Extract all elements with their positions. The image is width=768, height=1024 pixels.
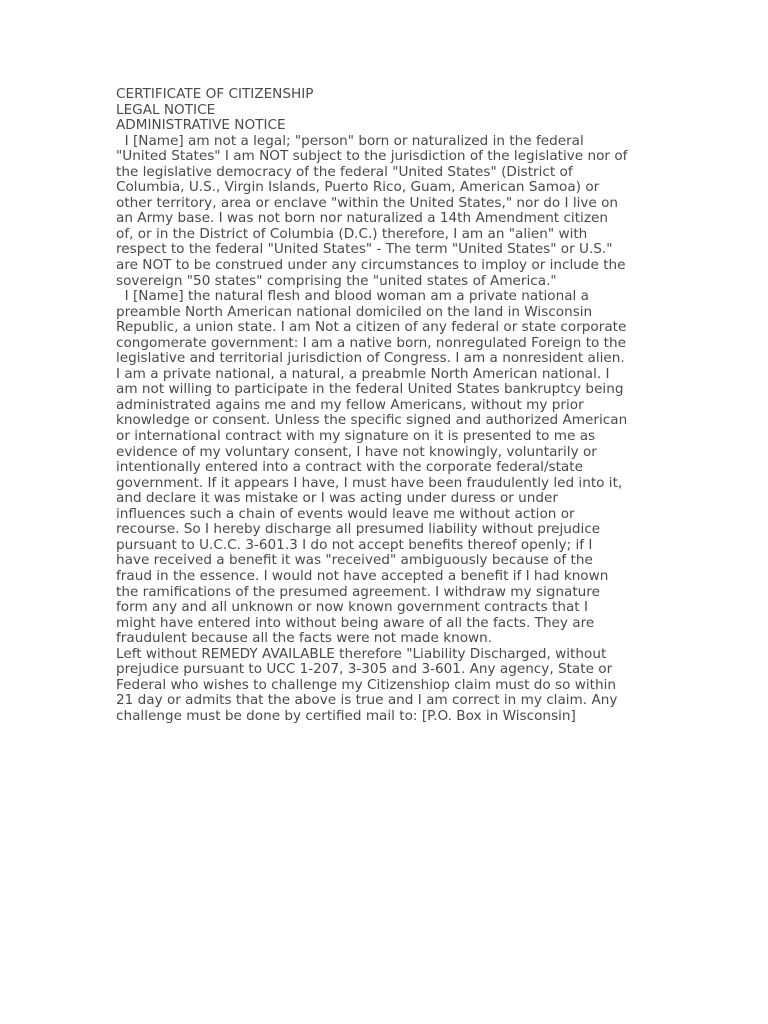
administrative-notice-heading: ADMINISTRATIVE NOTICE [116,117,286,134]
body-text-line: an Army base. I was not born nor naturalized a 14th Amendment citizen [116,210,608,227]
body-text-line: or international contract with my signature on it is presented to me as [116,428,596,445]
body-text-line: prejudice pursuant to UCC 1-207, 3-305 and 3-601. Any agency, State or [116,661,613,678]
body-text-line: intentionally entered into a contract with the corporate federal/state [116,459,583,476]
body-text-line: have received a benefit it was "received" ambiguously because of the [116,552,593,569]
body-text-line: form any and all unknown or now known government contracts that I [116,599,588,616]
body-text-line: I [Name] am not a legal; "person" born or naturalized in the federal [116,132,584,149]
body-text-line: preamble North American national domiciled on the land in Wisconsin [116,303,593,320]
body-text-line: the legislative democracy of the federal "United States" (District of [116,163,573,180]
body-text-line: challenge must be done by certified mail to: [P.O. Box in Wisconsin] [116,707,576,724]
body-text-line: fraudulent because all the facts were not made known. [116,630,493,647]
body-text-line: Republic, a union state. I am Not a citizen of any federal or state corporate [116,319,627,336]
body-text-line: 21 day or admits that the above is true and I am correct in my claim. Any [116,692,618,709]
body-text-line: administrated agains me and my fellow Americans, without my prior [116,396,584,413]
body-text-line: Columbia, U.S., Virgin Islands, Puerto Rico, Guam, American Samoa) or [116,179,600,196]
body-text-line: and declare it was mistake or I was acting under duress or under [116,490,558,507]
body-text-line: respect to the federal "United States" - The term "United States" or U.S." [116,241,613,258]
body-text-line: I am a private national, a natural, a preabmle North American national. I [116,365,610,382]
body-text-line: knowledge or consent. Unless the specific signed and authorized American [116,412,628,429]
body-text-line: Federal who wishes to challenge my Citizenshiop claim must do so within [116,676,616,693]
body-text-line: fraud in the essence. I would not have accepted a benefit if I had known [116,567,609,584]
body-text-line: Left without REMEDY AVAILABLE therefore "Liability Discharged, without [116,645,607,662]
document-page [116,87,656,724]
body-text-line: "United States" I am NOT subject to the jurisdiction of the legislative nor of [116,148,628,165]
legal-notice-heading: LEGAL NOTICE [116,101,216,118]
body-text-line: influences such a chain of events would leave me without action or [116,505,575,522]
body-text-line: are NOT to be construed under any circumstances to imploy or include the [116,257,626,274]
body-text-line: I [Name] the natural flesh and blood woman am a private national a [116,288,589,305]
body-text-line: congomerate government: I am a native born, nonregulated Foreign to the [116,334,626,351]
body-text-line: the ramifications of the presumed agreement. I withdraw my signature [116,583,600,600]
body-text-line: of, or in the District of Columbia (D.C.) therefore, I am an "alien" with [116,225,588,242]
body-text-line: government. If it appears I have, I must have been fraudulently led into it, [116,474,623,491]
body-text-line: other territory, area or enclave "within the United States," nor do I live on [116,194,619,211]
body-text-line: pursuant to U.C.C. 3-601.3 I do not accept benefits thereof openly; if I [116,536,593,553]
body-text-line: am not willing to participate in the federal United States bankruptcy being [116,381,624,398]
body-text-line: sovereign "50 states" comprising the "united states of America." [116,272,557,289]
document-title: CERTIFICATE OF CITIZENSHIP [116,86,314,102]
document-body [116,134,656,725]
body-text-line: recourse. So I hereby discharge all presumed liability without prejudice [116,521,601,538]
body-text-line: might have entered into without being aware of all the facts. They are [116,614,595,631]
body-text-line: legislative and territorial jurisdiction of Congress. I am a nonresident alien. [116,350,625,367]
body-text-line: evidence of my voluntary consent, I have not knowingly, voluntarily or [116,443,597,460]
